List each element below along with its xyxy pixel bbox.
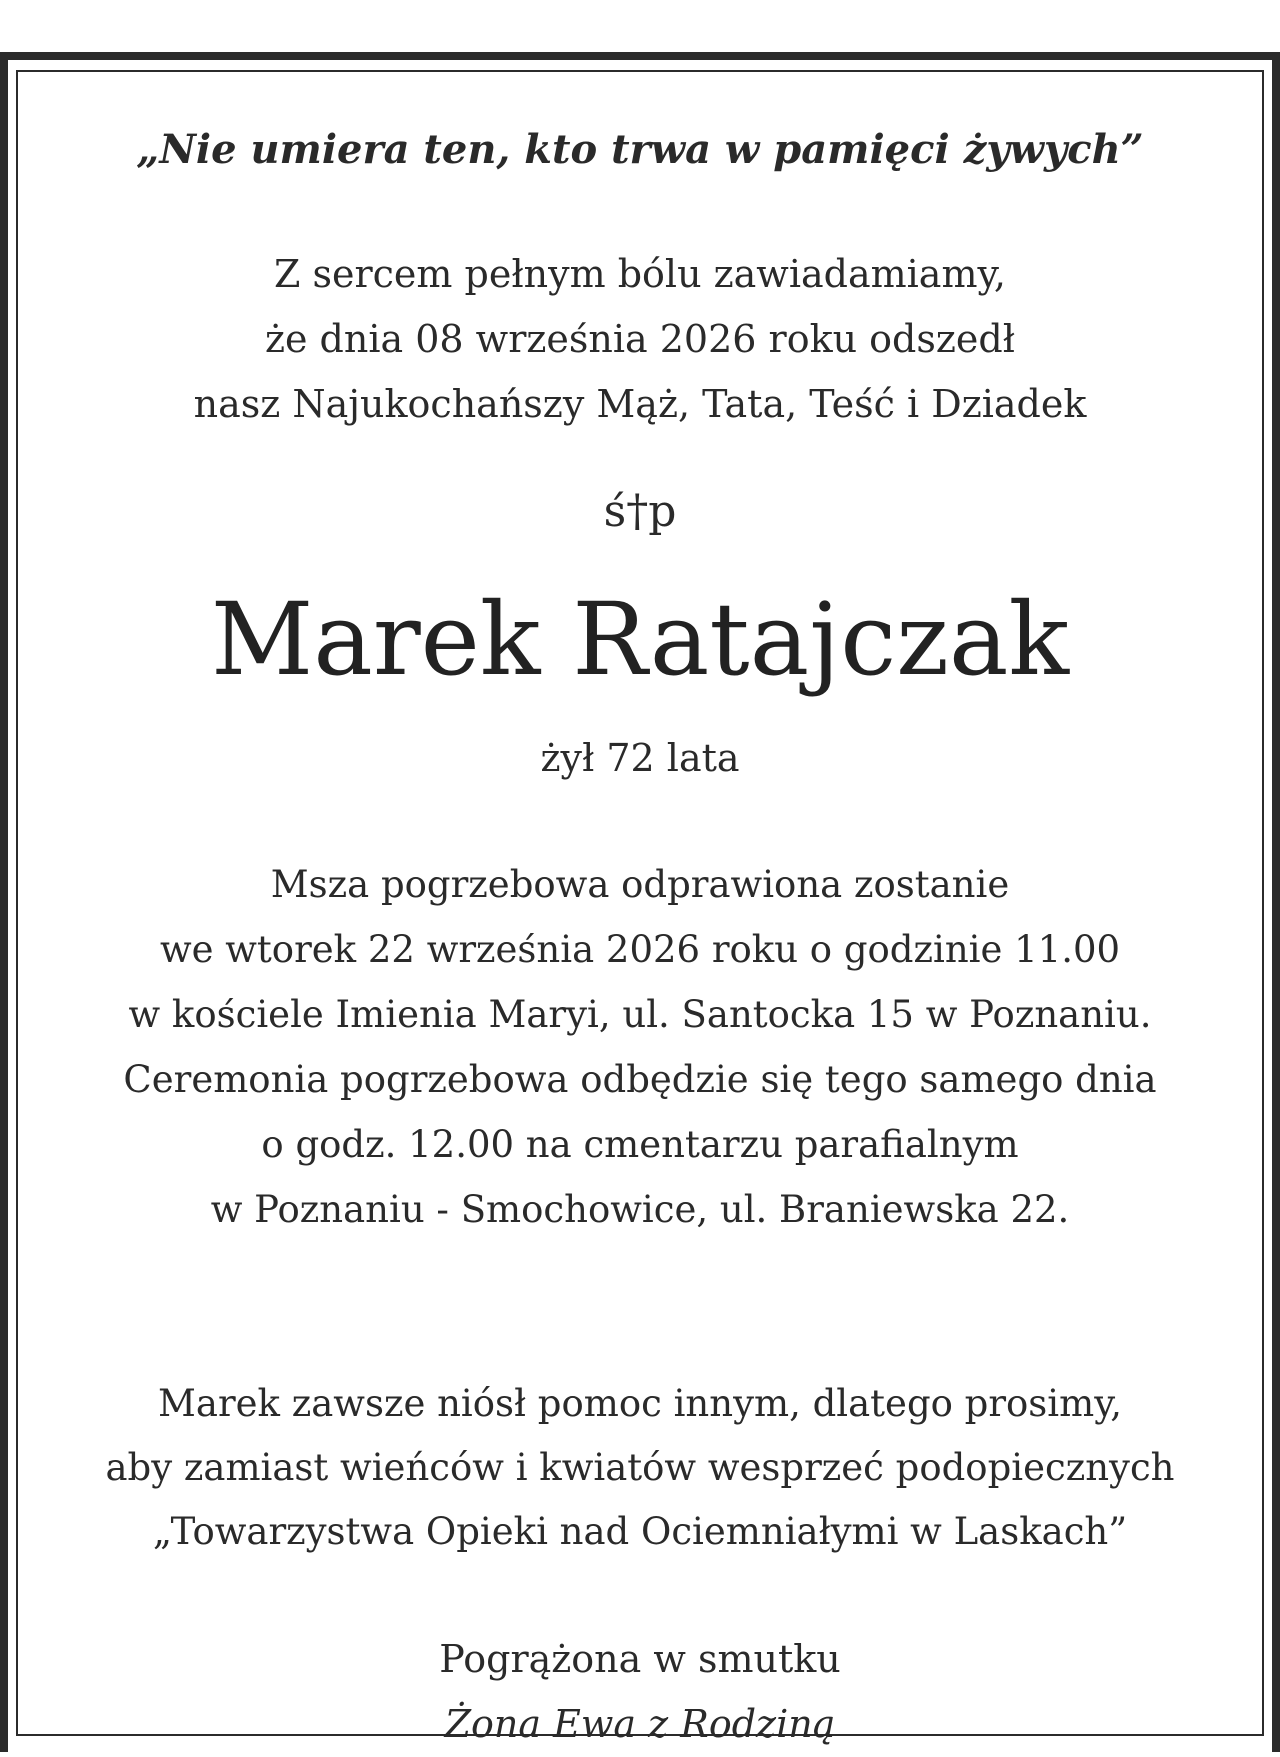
intro-line: nasz Najukochańszy Mąż, Tata, Teść i Dziadek: [193, 382, 1087, 426]
funeral-line: w Poznaniu - Smochowice, ul. Braniewska 22.: [210, 1188, 1070, 1231]
signoff-family: Żona Ewa z Rodziną: [444, 1702, 836, 1746]
request-line: „Towarzystwa Opieki nad Ociemniałymi w Laskach”: [152, 1510, 1128, 1553]
honorific-stp: ś†p: [603, 486, 677, 537]
age-text: żył 72 lata: [540, 736, 740, 780]
funeral-line: o godz. 12.00 na cmentarzu parafialnym: [261, 1123, 1019, 1166]
funeral-line: we wtorek 22 września 2026 roku o godzinie 11.00: [159, 928, 1121, 971]
funeral-line: Ceremonia pogrzebowa odbędzie się tego samego dnia: [123, 1058, 1157, 1101]
intro-paragraph: [18, 242, 1262, 437]
funeral-line: Msza pogrzebowa odprawiona zostanie: [270, 863, 1010, 906]
intro-line: że dnia 08 września 2026 roku odszedł: [264, 317, 1016, 361]
signoff-line: Pogrążona w smutku: [439, 1637, 841, 1681]
motto-quote: „Nie umiera ten, kto trwa w pamięci żywych”: [136, 126, 1144, 173]
funeral-details: [18, 852, 1262, 1242]
intro-line: Z sercem pełnym bólu zawiadamiamy,: [274, 252, 1006, 296]
donation-request: [18, 1372, 1262, 1564]
signoff: [18, 1627, 1262, 1757]
request-line: Marek zawsze niósł pomoc innym, dlatego prosimy,: [158, 1382, 1122, 1425]
deceased-name: Marek Ratajczak: [210, 581, 1070, 698]
funeral-line: w kościele Imienia Maryi, ul. Santocka 15 w Poznaniu.: [128, 993, 1152, 1036]
request-line: aby zamiast wieńców i kwiatów wesprzeć podopiecznych: [105, 1446, 1175, 1489]
